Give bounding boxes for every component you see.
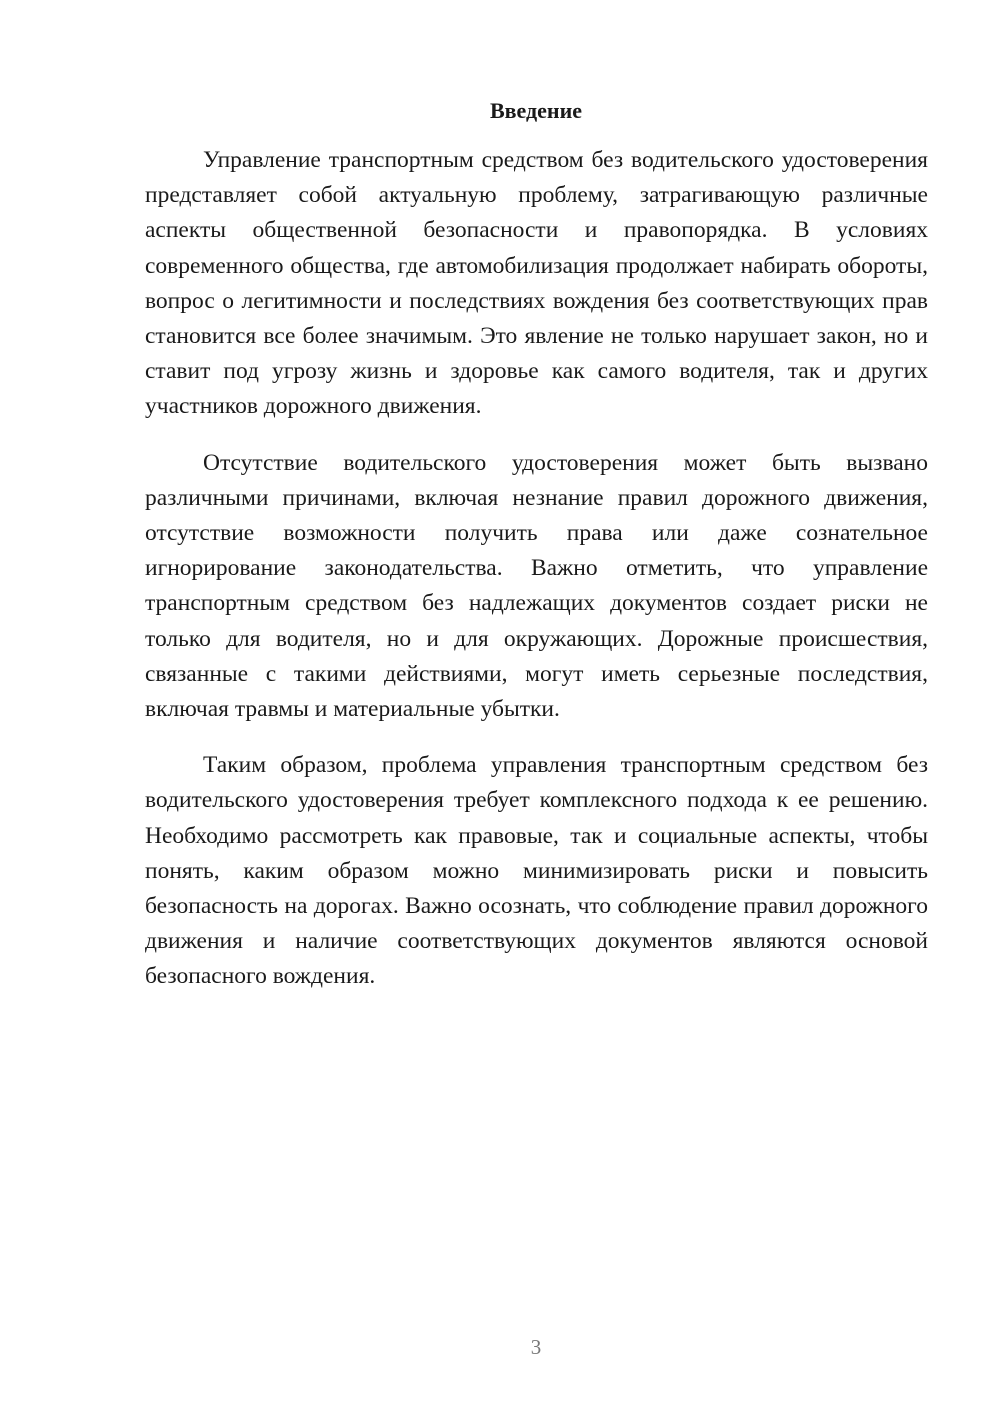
document-body bbox=[145, 143, 928, 1016]
page-title: Введение bbox=[489, 98, 583, 123]
page-number: 3 bbox=[530, 1335, 542, 1359]
paragraph: Управление транспортным средством без водительского удостоверения представляет собой актуальную проблему, затрагивающую различные аспекты общественной безопасности и правопорядка. В условиях современного общества, где автомобилизация продолжает набирать обороты, вопрос о легитимности и последствиях вождения без соответствующих прав становится все более значимым. Это явление не только нарушает закон, но и ставит под угрозу жизнь и здоровье как самого водителя, так и других участников дорожного движения. bbox=[145, 147, 928, 420]
paragraph: Таким образом, проблема управления транспортным средством без водительского удостоверения требует комплексного подхода к ее решению. Необходимо рассмотреть как правовые, так и социальные аспекты, чтобы понять, каким образом можно минимизировать риски и повысить безопасность на дорогах. Важно осознать, что соблюдение правил дорожного движения и наличие соответствующих документов являются основой безопасного вождения. bbox=[145, 752, 928, 990]
paragraph: Отсутствие водительского удостоверения может быть вызвано различными причинами, включая незнание правил дорожного движения, отсутствие возможности получить права или даже сознательное игнорирование законодательства. Важно отметить, что управление транспортным средством без надлежащих документов создает риски не только для водителя, но и для окружающих. Дорожные происшествия, связанные с такими действиями, могут иметь серьезные последствия, включая травмы и материальные убытки. bbox=[145, 449, 928, 723]
